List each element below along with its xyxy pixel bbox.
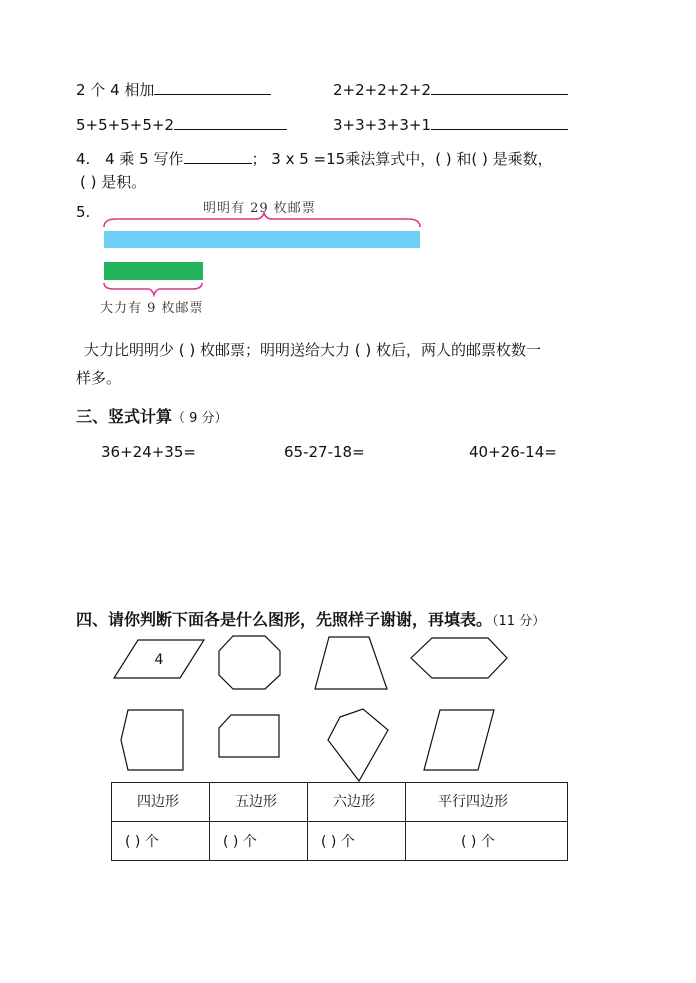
- calc-problem-3: 40+26-14=: [469, 443, 557, 461]
- table-count-row: [112, 822, 568, 861]
- brace-dali: [104, 283, 202, 295]
- q4-text-b: ； 3 x 5 =15乘法算式中，( ) 和( ) 是乘数，: [251, 150, 553, 168]
- table-count-cell[interactable]: ( ) 个: [406, 822, 568, 861]
- table-header-cell: 五边形: [210, 783, 308, 822]
- shape-8-parallelogram: [424, 710, 494, 770]
- table-count-cell[interactable]: ( ) 个: [112, 822, 210, 861]
- q5-number: 5.: [76, 203, 91, 221]
- q5-label-mingming: 明明有 29 枚邮票: [203, 201, 316, 216]
- q5-question-line-2: 样多。: [76, 369, 122, 387]
- section-4-title: 四、请你判断下面各是什么图形，先照样子谢谢，再填表。: [76, 610, 493, 629]
- shape-5-pentagon: [121, 710, 183, 770]
- section-3-title: 三、竖式计算: [76, 407, 173, 426]
- table-count-cell[interactable]: ( ) 个: [308, 822, 406, 861]
- q3-expression-3: 5+5+5+5+2: [76, 116, 174, 134]
- table-header-row: [112, 783, 568, 822]
- table-header-cell: 六边形: [308, 783, 406, 822]
- shape-1-label: 4: [154, 652, 164, 668]
- table-header-cell: 四边形: [112, 783, 210, 822]
- q3-expression-2: 2+2+2+2+2: [333, 81, 431, 99]
- shape-4-hexagon: [411, 638, 507, 678]
- brace-mingming: [104, 213, 420, 227]
- shape-6-pentagon: [219, 715, 279, 757]
- calc-problem-2: 65-27-18=: [284, 443, 365, 461]
- shape-3-trapezoid: [315, 637, 387, 689]
- q4-line-2: ( ) 是积。: [80, 173, 147, 191]
- section-3-points: （ 9 分）: [172, 411, 228, 426]
- q5-label-dali: 大力有 9 枚邮票: [100, 301, 204, 316]
- q4-number: 4.: [76, 150, 91, 168]
- shape-2-octagon: [219, 636, 280, 689]
- calc-problem-1: 36+24+35=: [101, 443, 196, 461]
- section-4-points: （11 分）: [492, 614, 546, 629]
- shape-count-table: [111, 782, 568, 861]
- q3-expression-4: 3+3+3+3+1: [333, 116, 431, 134]
- q3-expression-1: 2 个 4 相加: [76, 81, 155, 99]
- table-count-cell[interactable]: ( ) 个: [210, 822, 308, 861]
- table-header-cell: 平行四边形: [406, 783, 568, 822]
- shape-7-pentagon: [328, 709, 388, 781]
- q4-text-a: 4 乘 5 写作: [105, 150, 184, 168]
- q5-question-line-1: 大力比明明少 ( ) 枚邮票；明明送给大力 ( ) 枚后，两人的邮票枚数一: [84, 341, 542, 359]
